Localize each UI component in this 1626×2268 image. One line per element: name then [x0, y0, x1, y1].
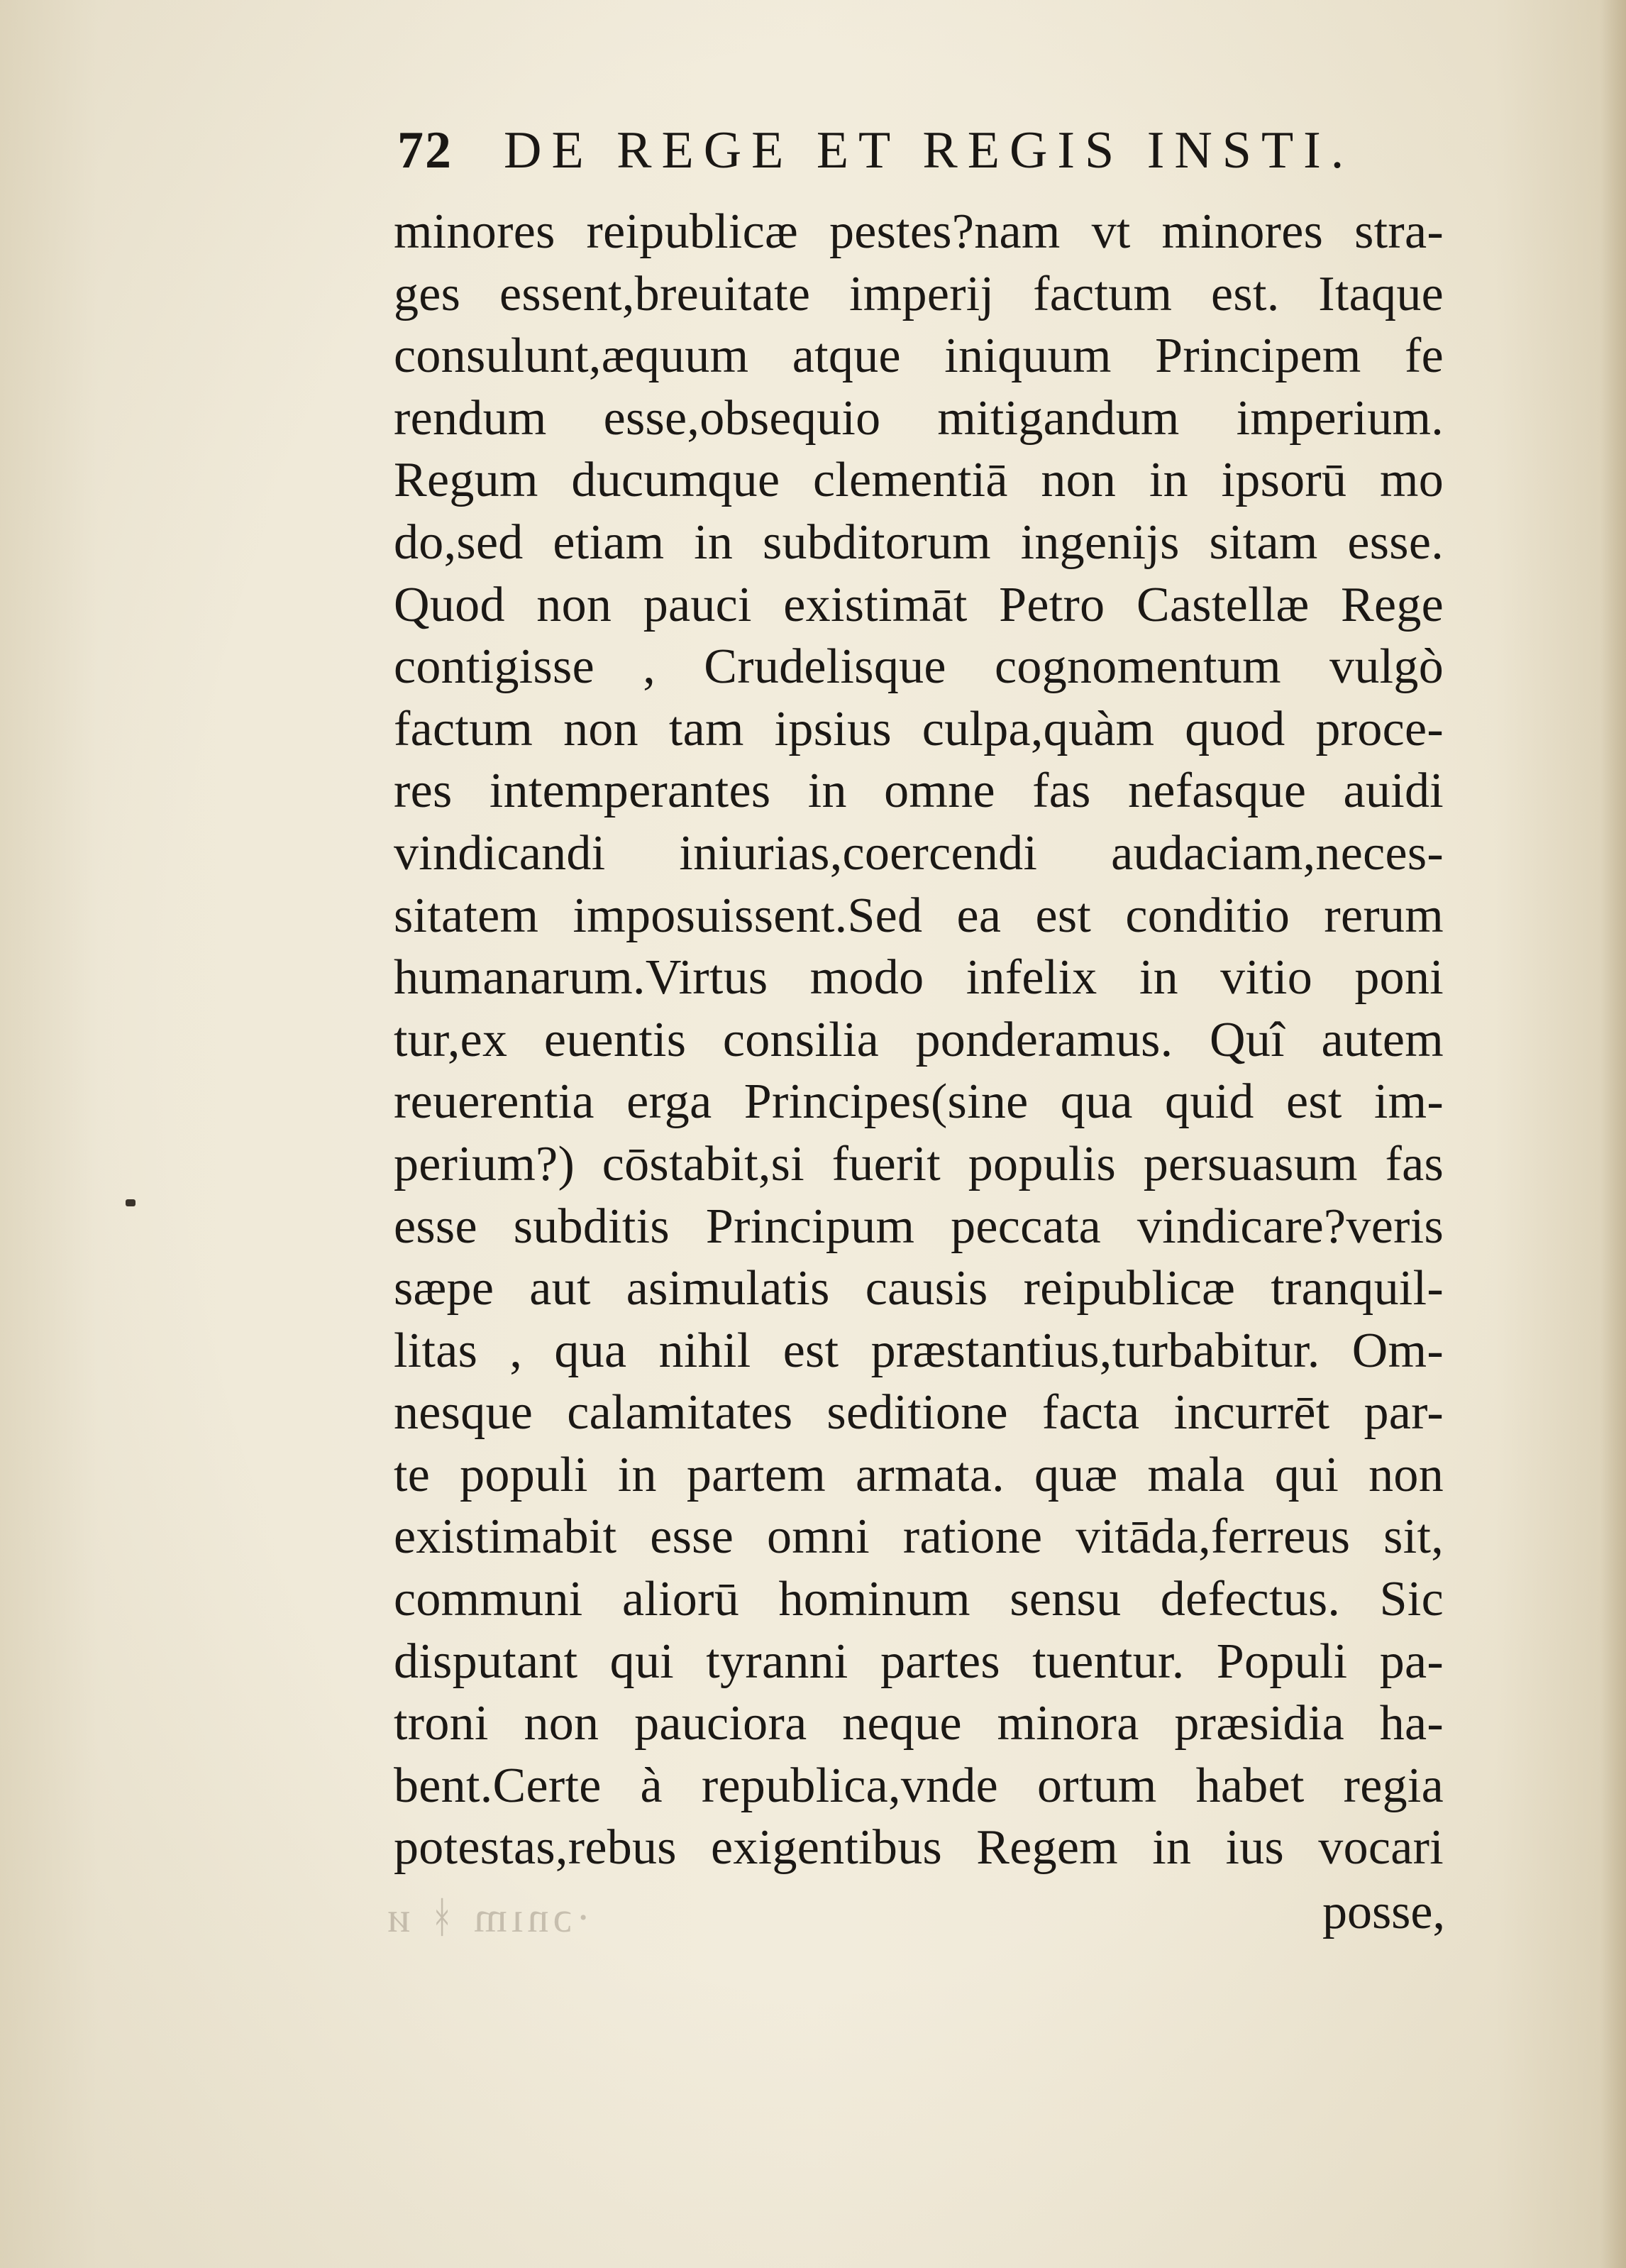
text-line-6: do,sed etiam in subditorum ingenijs sitam esse. — [394, 514, 1444, 570]
text-line-16: perium?) cōstabit,si fuerit populis persuasum fas — [394, 1136, 1444, 1191]
text-line-8: contigisse , Crudelisque cognomentum vulgò — [394, 639, 1444, 695]
text-line-18: sæpe aut asimulatis causis reipublicæ tranquil- — [394, 1261, 1444, 1316]
text-line-19: litas , qua nihil est præstantius,turbabitur. Om- — [394, 1323, 1444, 1378]
text-line-11: vindicandi iniurias,coercendi audaciam,neces- — [394, 825, 1444, 881]
text-line-22: existimabit esse omni ratione vitāda,ferreus sit, — [394, 1509, 1444, 1565]
text-line-3: consulunt,æquum atque iniquum Principem fe — [394, 329, 1444, 384]
text-line-24: disputant qui tyranni partes tuentur. Populi pa- — [394, 1634, 1444, 1689]
text-line-5: Regum ducumque clementiā non in ipsorū mo — [394, 453, 1444, 508]
text-line-20: nesque calamitates seditione facta incurrēt par- — [394, 1385, 1444, 1441]
text-line-15: reuerentia erga Principes(sine qua quid est im- — [394, 1074, 1444, 1130]
text-line-10: res intemperantes in omne fas nefasque auidi — [394, 764, 1444, 819]
text-line-25: troni non pauciora neque minora præsidia ha- — [394, 1696, 1444, 1751]
text-line-26: bent.Certe à republica,vnde ortum habet regia — [394, 1758, 1444, 1813]
text-line-14: tur,ex euentis consilia ponderamus. Quî autem — [394, 1012, 1444, 1067]
text-line-4: rendum esse,obsequio mitigandum imperium. — [394, 390, 1444, 446]
catchword: posse, — [1322, 1885, 1445, 1939]
text-line-1: minores reipublicæ pestes?nam vt minores stra- — [394, 204, 1444, 259]
running-head — [397, 121, 1454, 199]
running-title: DE REGE ET REGIS INSTI. — [504, 121, 1354, 180]
page-number: 72 — [397, 121, 453, 180]
body-text — [394, 201, 1444, 1879]
text-line-27: potestas,rebus exigentibus Regem in ius vocari — [394, 1820, 1444, 1876]
ink-speck — [126, 1199, 136, 1206]
text-line-17: esse subditis Principum peccata vindicare?veris — [394, 1199, 1444, 1254]
text-line-23: communi aliorū hominum sensu defectus. Sic — [394, 1572, 1444, 1627]
text-line-21: te populi in partem armata. quæ mala qui non — [394, 1447, 1444, 1502]
page-edge-shadow — [1600, 0, 1626, 2268]
show-through-ink: ·ɔnım ᚼ ᴎ — [383, 1894, 591, 1941]
text-line-2: ges essent,breuitate imperij factum est. Itaque — [394, 266, 1444, 321]
text-line-12: sitatem imposuissent.Sed ea est conditio rerum — [394, 888, 1444, 943]
text-line-7: Quod non pauci existimāt Petro Castellæ Rege — [394, 577, 1444, 632]
text-line-13: humanarum.Virtus modo infelix in vitio poni — [394, 950, 1444, 1006]
text-line-9: factum non tam ipsius culpa,quàm quod proce- — [394, 701, 1444, 756]
